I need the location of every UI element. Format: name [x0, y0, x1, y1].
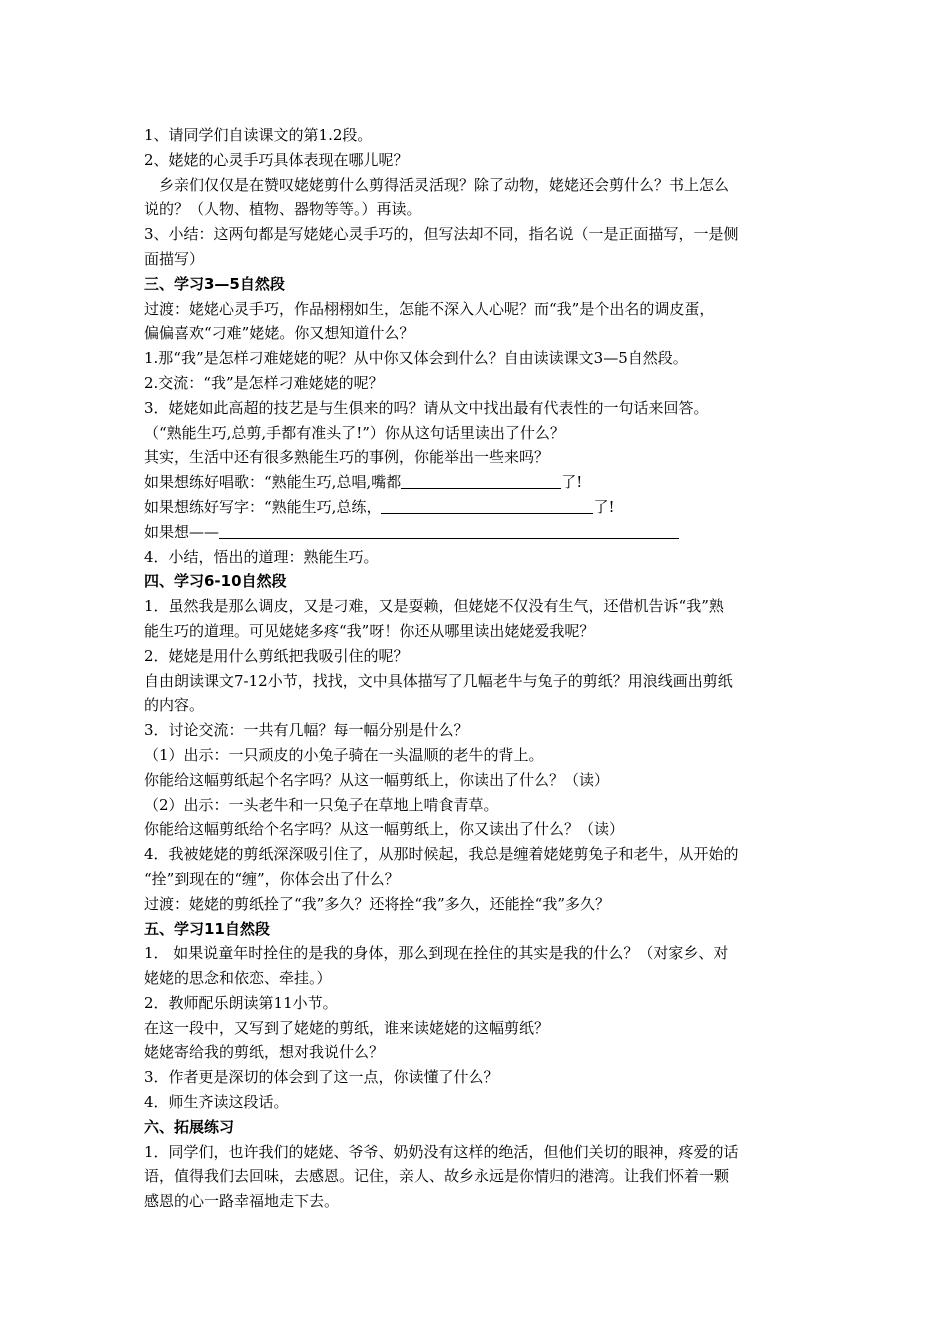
text-line: 4．师生齐读这段话。: [144, 1093, 289, 1112]
text-line: 你能给这幅剪纸给个名字吗？从这一幅剪纸上，你又读出了什么？（读）: [144, 820, 625, 839]
section-heading-4: 四、学习6-10自然段: [144, 572, 287, 591]
text-line: 感恩的心一路幸福地走下去。: [144, 1192, 340, 1211]
fill-in-blank: [219, 522, 679, 539]
text-line: （2）出示：一头老牛和一只兔子在草地上啃食青草。: [144, 795, 499, 814]
text-line: 1．同学们，也许我们的姥姥、爷爷、奶奶没有这样的绝活，但他们关切的眼神，疼爱的话: [144, 1142, 739, 1161]
text-line: 其实，生活中还有很多熟能生巧的事例，你能举出一些来吗？: [144, 448, 550, 467]
text-line: 自由朗读课文7-12小节，找找，文中具体描写了几幅老牛与兔子的剪纸？用浪线画出剪纸: [144, 671, 733, 690]
text-line: 3．讨论交流：一共有几幅？每一幅分别是什么？: [144, 721, 469, 740]
fill-in-line: [144, 470, 809, 495]
text-line: 1.那“我”是怎样刁难姥姥的呢？从中你又体会到什么？自由读读课文3—5自然段。: [144, 349, 688, 368]
text-line: 1． 如果说童年时拴住的是我的身体，那么到现在拴住的其实是我的什么？（对家乡、对: [144, 944, 729, 963]
text-line: 姥姥的思念和依恋、牵挂。）: [144, 969, 332, 988]
text-line: 语，值得我们去回味，去感恩。记住，亲人、故乡永远是你情归的港湾。让我们怀着一颗: [144, 1167, 730, 1186]
text-line: 3、小结：这两句都是写姥姥心灵手巧的，但写法却不同，指名说（一是正面描写，一是侧: [144, 225, 739, 244]
text-line: 乡亲们仅仅是在赞叹姥姥剪什么剪得活灵活现？除了动物，姥姥还会剪什么？书上怎么: [159, 175, 730, 194]
text-line: 过渡：姥姥的剪纸拴了“我”多久？还将拴“我”多久，还能拴“我”多久？: [144, 894, 611, 913]
fill-in-blank: [381, 497, 593, 514]
text-line: 4．我被姥姥的剪纸深深吸引住了，从那时候起，我总是缠着姥姥剪兔子和老牛，从开始的: [144, 845, 739, 864]
section-heading-5: 五、学习11自然段: [144, 919, 270, 938]
text-line: 1．虽然我是那么调皮，又是刁难，又是耍赖，但姥姥不仅没有生气，还借机告诉“我”熟: [144, 597, 724, 616]
fill-in-line: [144, 495, 809, 520]
fill-in-prompt: 如果想练好写字：“熟能生巧,总练，: [144, 497, 382, 516]
text-line: 你能给这幅剪纸起个名字吗？从这一幅剪纸上，你读出了什么？（读）: [144, 770, 610, 789]
text-line: 的内容。: [144, 696, 205, 715]
text-line: 2、姥姥的心灵手巧具体表现在哪儿呢？: [144, 150, 409, 169]
fill-in-suffix: 了!: [593, 497, 615, 516]
text-line: 4．小结，悟出的道理：熟能生巧。: [144, 547, 379, 566]
text-line: 2．教师配乐朗读第11小节。: [144, 993, 338, 1012]
text-line: “拴”到现在的“缠”，你体会出了什么？: [144, 869, 400, 888]
text-line: 过渡：姥姥心灵手巧，作品栩栩如生，怎能不深入人心呢？而“我”是个出名的调皮蛋，: [144, 299, 715, 318]
text-line: 2．姥姥是用什么剪纸把我吸引住的呢？: [144, 646, 409, 665]
fill-in-line: [144, 520, 809, 545]
text-line: 2.交流：“我”是怎样刁难姥姥的呢？: [144, 373, 384, 392]
fill-in-prompt: 如果想——: [144, 522, 220, 541]
text-line: 1、请同学们自读课文的第1.2段。: [144, 126, 373, 144]
text-line: （1）出示：一只顽皮的小兔子骑在一头温顺的老牛的背上。: [144, 745, 544, 764]
fill-in-blank: [401, 472, 561, 489]
text-line: （“熟能生巧,总剪,手都有准头了!”）你从这句话里读出了什么？: [144, 423, 565, 442]
text-line: 在这一段中，又写到了姥姥的剪纸，谁来读姥姥的这幅剪纸？: [144, 1018, 550, 1037]
fill-in-suffix: 了!: [561, 473, 583, 492]
section-heading-6: 六、拓展练习: [144, 1117, 235, 1136]
text-line: 偏偏喜欢“刁难”姥姥。你又想知道什么？: [144, 324, 415, 343]
fill-in-prompt: 如果想练好唱歌：“熟能生巧,总唱,嘴都: [144, 473, 402, 492]
text-line: 姥姥寄给我的剪纸，想对我说什么？: [144, 1043, 385, 1062]
text-line: 3．作者更是深切的体会到了这一点，你读懂了什么？: [144, 1068, 499, 1087]
text-line: 能生巧的道理。可见姥姥多疼“我”呀！你还从哪里读出姥姥爱我呢？: [144, 621, 595, 640]
text-line: 说的？（人物、植物、器物等等。）再读。: [144, 200, 422, 219]
section-heading-3: 三、学习3—5自然段: [144, 274, 285, 293]
text-line: 3．姥姥如此高超的技艺是与生俱来的吗？请从文中找出最有代表性的一句话来回答。: [144, 398, 709, 417]
text-line: 面描写）: [144, 249, 205, 268]
